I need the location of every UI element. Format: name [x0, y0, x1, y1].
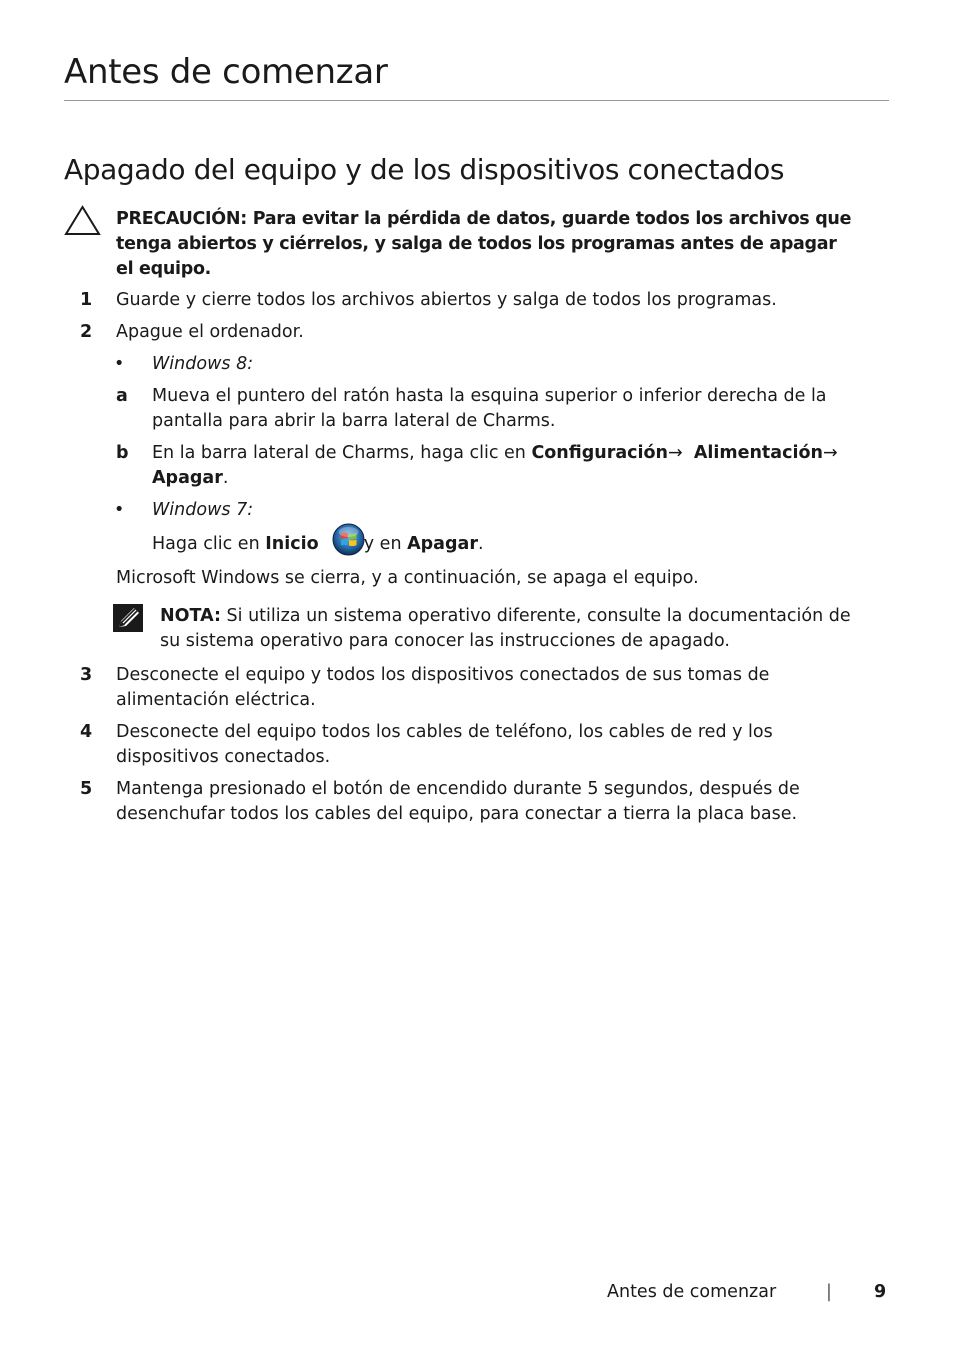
caution-label: PRECAUCIÓN:: [116, 209, 247, 229]
step-5-line-1: Mantenga presionado el botón de encendido durante 5 segundos, después de: [116, 779, 800, 799]
title-divider: [64, 100, 889, 101]
note-line-2: su sistema operativo para conocer las instrucciones de apagado.: [160, 631, 730, 651]
step-number-4: 4: [80, 722, 93, 742]
page-title: Antes de comenzar: [64, 52, 388, 92]
windows-8-label: Windows 8:: [152, 354, 254, 374]
caution-line-3: el equipo.: [116, 259, 212, 279]
note-line-1: Si utiliza un sistema operativo diferente, consulte la documentación de: [220, 606, 851, 626]
step-number-3: 3: [80, 665, 93, 685]
win7-prefix: Haga clic en: [152, 534, 266, 554]
caution-line-1: Para evitar la pérdida de datos, guarde todos los archivos que: [252, 209, 852, 229]
windows-7-instruction: [152, 529, 484, 557]
substep-a-line-2: pantalla para abrir la barra lateral de Charms.: [152, 411, 556, 431]
step-text-4: [116, 720, 896, 770]
step-5-line-2: desenchufar todos los cables del equipo, para conectar a tierra la placa base.: [116, 804, 798, 824]
pencil-note-icon: [113, 604, 143, 632]
step-4-line-2: dispositivos conectados.: [116, 747, 331, 767]
step-number-1: 1: [80, 290, 93, 310]
footer-separator: |: [826, 1282, 832, 1302]
page-number: 9: [874, 1282, 887, 1302]
windows-7-label: Windows 7:: [152, 500, 254, 520]
menu-path-configuracion: Configuración: [531, 443, 669, 463]
substep-b-prefix: En la barra lateral de Charms, haga clic en: [152, 443, 532, 463]
substep-letter-a: a: [116, 386, 128, 406]
start-label: Inicio: [265, 534, 319, 554]
menu-path-alimentacion: Alimentación: [693, 443, 823, 463]
note-label: NOTA:: [160, 606, 221, 626]
menu-path-apagar: Apagar: [152, 468, 223, 488]
step-text-5: [116, 777, 896, 827]
bullet-windows-7: •: [114, 500, 125, 520]
warning-triangle-icon: [64, 205, 101, 236]
result-text: Microsoft Windows se cierra, y a continuación, se apaga el equipo.: [116, 568, 699, 588]
substep-a-line-1: Mueva el puntero del ratón hasta la esquina superior o inferior derecha de la: [152, 386, 827, 406]
win7-period: .: [477, 534, 484, 554]
step-number-2: 2: [80, 322, 93, 342]
step-text-3: [116, 663, 896, 713]
substep-text-a: [152, 384, 892, 434]
windows-start-orb-icon: [332, 523, 365, 556]
bullet-windows-8: •: [114, 354, 125, 374]
section-heading: Apagado del equipo y de los dispositivos conectados: [64, 153, 785, 186]
win7-mid: y en: [363, 534, 408, 554]
step-text-2: Apague el ordenador.: [116, 322, 304, 342]
step-text-1: Guarde y cierre todos los archivos abiertos y salga de todos los programas.: [116, 290, 777, 310]
substep-text-b: [152, 441, 892, 491]
arrow-2: →: [822, 443, 838, 463]
arrow-1: →: [668, 443, 683, 463]
footer-section-name: Antes de comenzar: [607, 1282, 777, 1302]
substep-b-period: .: [222, 468, 229, 488]
caution-notice: [116, 207, 866, 282]
caution-line-2: tenga abiertos y ciérrelos, y salga de todos los programas antes de apagar: [116, 234, 837, 254]
step-4-line-1: Desconecte del equipo todos los cables de teléfono, los cables de red y los: [116, 722, 773, 742]
step-3-line-1: Desconecte el equipo y todos los dispositivos conectados de sus tomas de: [116, 665, 770, 685]
substep-letter-b: b: [116, 443, 129, 463]
shutdown-label: Apagar: [407, 534, 478, 554]
step-3-line-2: alimentación eléctrica.: [116, 690, 316, 710]
note-block: [160, 604, 900, 654]
step-number-5: 5: [80, 779, 93, 799]
